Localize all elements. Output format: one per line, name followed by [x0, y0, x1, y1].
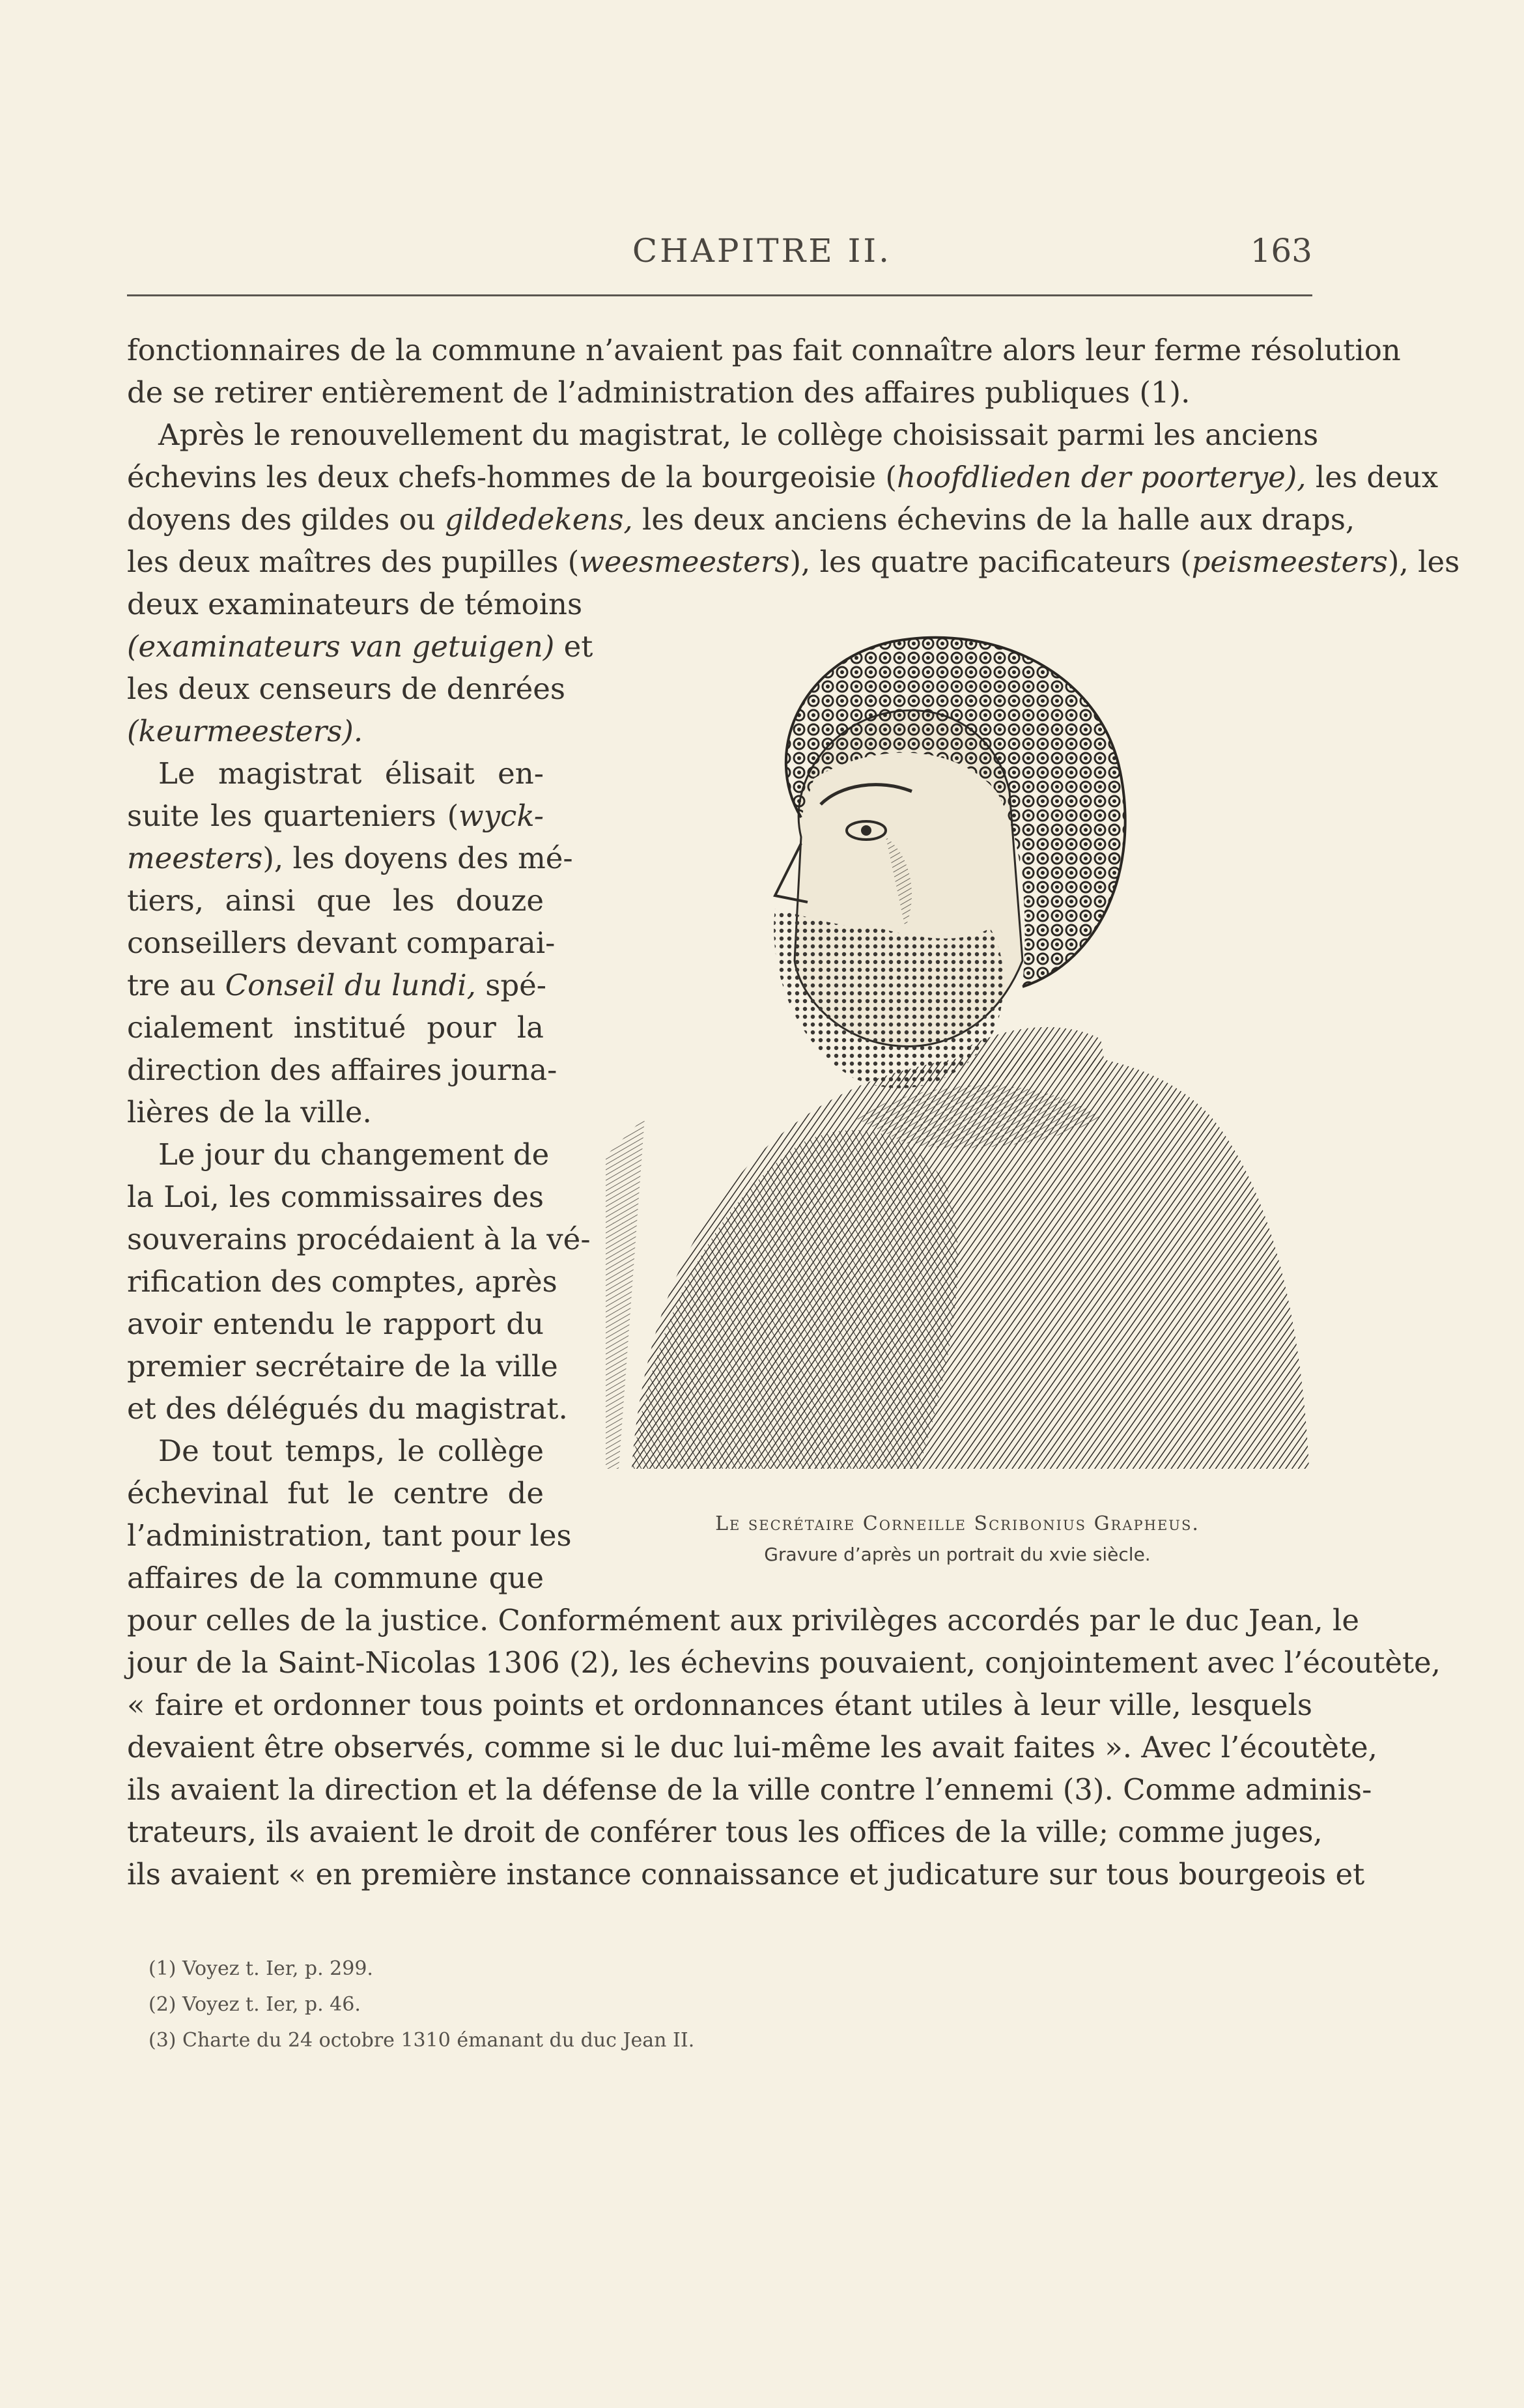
- body-line: les deux maîtres des pupilles (weesmeesters), les quatre pacificateurs (peismeesters), les: [127, 545, 1460, 579]
- body-line: trateurs, ils avaient le droit de conférer tous les offices de la ville; comme juges,: [127, 1815, 1323, 1849]
- body-line: (keurmeesters).: [127, 714, 363, 748]
- body-line: devaient être observés, comme si le duc lui-même les avait faites ». Avec l’écoutète,: [127, 1730, 1377, 1764]
- body-line: meesters), les doyens des mé-: [127, 841, 573, 875]
- body-line: jour de la Saint-Nicolas 1306 (2), les échevins pouvaient, conjointement avec l’écoutète,: [127, 1645, 1441, 1680]
- body-line: direction des affaires journa-: [127, 1053, 557, 1087]
- figure-caption-title: Le secrétaire Corneille Scribonius Grapheus.: [715, 1512, 1200, 1535]
- body-line: premier secrétaire de la ville: [127, 1349, 558, 1383]
- footnote: (1) Voyez t. Ier, p. 299.: [148, 1957, 373, 1980]
- body-line: Le magistrat élisait en-: [158, 756, 544, 791]
- body-line: tiers, ainsi que les douze: [127, 883, 544, 918]
- body-line: doyens des gildes ou gildedekens, les deux anciens échevins de la halle aux draps,: [127, 502, 1355, 537]
- figure-caption-subtitle: Gravure d’après un portrait du xvie siècle.: [764, 1544, 1151, 1565]
- body-line: conseillers devant comparai-: [127, 926, 556, 960]
- body-line: cialement institué pour la: [127, 1010, 544, 1045]
- body-line: et des délégués du magistrat.: [127, 1391, 568, 1426]
- header-rule: [127, 294, 1312, 296]
- body-line: affaires de la commune que: [127, 1561, 544, 1595]
- body-line: lières de la ville.: [127, 1095, 372, 1129]
- chapter-heading: CHAPITRE II.: [632, 232, 892, 270]
- footnote: (2) Voyez t. Ier, p. 46.: [148, 1993, 361, 2016]
- body-line: (examinateurs van getuigen) et: [127, 629, 593, 664]
- body-line: suite les quarteniers (wyck-: [127, 799, 544, 833]
- body-line: De tout temps, le collège: [158, 1434, 544, 1468]
- body-line: ils avaient la direction et la défense de la ville contre l’ennemi (3). Comme adminis-: [127, 1772, 1372, 1807]
- body-line: Le jour du changement de: [158, 1137, 550, 1172]
- body-line: souverains procédaient à la vé-: [127, 1222, 591, 1256]
- body-line: ils avaient « en première instance connaissance et judicature sur tous bourgeois et: [127, 1857, 1365, 1891]
- body-line: échevins les deux chefs-hommes de la bourgeoisie (hoofdlieden der poorterye), les deux: [127, 460, 1439, 494]
- body-line: l’administration, tant pour les: [127, 1518, 572, 1553]
- portrait-engraving: [606, 622, 1312, 1488]
- body-line: de se retirer entièrement de l’administration des affaires publiques (1).: [127, 375, 1191, 410]
- body-line: fonctionnaires de la commune n’avaient pas fait connaître alors leur ferme résolution: [127, 333, 1401, 367]
- body-line: avoir entendu le rapport du: [127, 1307, 544, 1341]
- footnote: (3) Charte du 24 octobre 1310 émanant du duc Jean II.: [148, 2029, 695, 2052]
- body-line: « faire et ordonner tous points et ordonnances étant utiles à leur ville, lesquels: [127, 1688, 1312, 1722]
- body-line: la Loi, les commissaires des: [127, 1180, 544, 1214]
- body-line: pour celles de la justice. Conformément aux privilèges accordés par le duc Jean, le: [127, 1603, 1360, 1637]
- body-line: échevinal fut le centre de: [127, 1476, 544, 1510]
- body-line: deux examinateurs de témoins: [127, 587, 583, 621]
- body-line: Après le renouvellement du magistrat, le collège choisissait parmi les anciens: [158, 418, 1319, 452]
- body-line: les deux censeurs de denrées: [127, 672, 565, 706]
- body-line: rification des comptes, après: [127, 1264, 557, 1299]
- body-line: tre au Conseil du lundi, spé-: [127, 968, 546, 1002]
- page-number: 163: [1250, 232, 1312, 270]
